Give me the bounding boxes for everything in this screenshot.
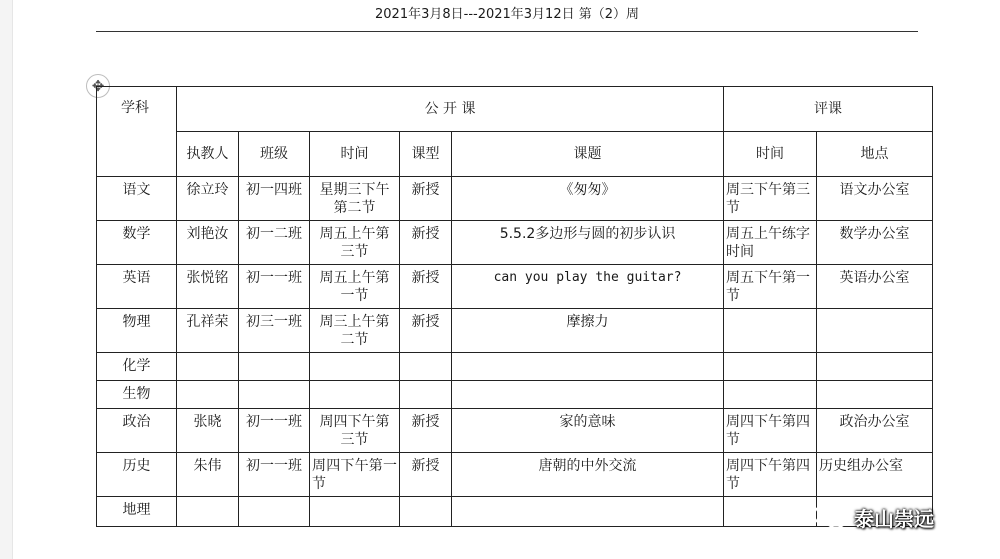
- teacher-cell: 张悦铭: [186, 270, 229, 286]
- header-divider: [96, 31, 918, 32]
- teacher-cell: [177, 381, 238, 385]
- time-cell: 周五上午第三节: [319, 226, 390, 260]
- type-cell: 新授: [411, 182, 440, 198]
- review-header: 评课: [814, 101, 843, 117]
- type-cell: 新授: [411, 226, 440, 242]
- class-cell: [239, 381, 309, 385]
- type-cell: 新授: [411, 314, 440, 330]
- table-row: [97, 453, 933, 497]
- topic-cell: 家的意味: [559, 414, 616, 430]
- class-cell: 初一一班: [246, 270, 302, 286]
- topic-column-header: 课题: [573, 146, 602, 162]
- table-row: [97, 221, 933, 265]
- subject-cell: 化学: [122, 358, 151, 374]
- subject-cell: 数学: [122, 226, 151, 242]
- class-cell: 初一一班: [246, 458, 302, 474]
- time-cell: 星期三下午第二节: [319, 182, 390, 216]
- subject-cell: 物理: [122, 314, 151, 330]
- teacher-cell: 孔祥荣: [186, 314, 229, 330]
- topic-cell: [452, 353, 723, 357]
- type-cell: 新授: [411, 270, 440, 286]
- teacher-cell: 朱伟: [193, 458, 222, 474]
- type-cell: 新授: [411, 458, 440, 474]
- class-cell: 初一一班: [246, 414, 302, 430]
- review-time-cell: 周四下午第四节: [726, 414, 811, 448]
- table-row: [97, 309, 933, 353]
- subject-cell: 英语: [122, 270, 151, 286]
- topic-cell: 《匆匆》: [559, 182, 616, 198]
- topic-cell: [452, 497, 723, 501]
- time-cell: 周四下午第一节: [312, 458, 397, 492]
- page-left-margin: [0, 0, 13, 559]
- table-move-handle-icon[interactable]: ✥: [86, 74, 110, 98]
- class-cell: 初一二班: [246, 226, 302, 242]
- review-time-cell: 周三下午第三节: [726, 182, 811, 216]
- table-row: [97, 177, 933, 221]
- week-date-range: 2021年3月8日---2021年3月12日 第（2）周: [375, 7, 639, 22]
- location-cell: [817, 381, 932, 385]
- column-header-cell: [400, 132, 452, 177]
- review-time-cell: [724, 497, 816, 501]
- class-cell: [239, 497, 309, 501]
- class-cell: 初一四班: [246, 182, 302, 198]
- teacher-column-header: 执教人: [186, 146, 229, 162]
- location-cell: 历史组办公室: [819, 458, 904, 474]
- topic-cell: [452, 381, 723, 385]
- column-header-cell: [310, 132, 400, 177]
- column-header-cell: [239, 132, 310, 177]
- subject-cell: 语文: [122, 182, 151, 198]
- column-header-cell: [724, 132, 817, 177]
- time-column-header: 时间: [340, 146, 369, 162]
- teacher-cell: 张晓: [193, 414, 222, 430]
- time-cell: 周三上午第二节: [319, 314, 390, 348]
- review-time-cell: 周五上午练字时间: [726, 226, 811, 260]
- time-cell: [310, 497, 399, 501]
- open-class-header-cell: [177, 87, 724, 132]
- subject-cell: 地理: [122, 502, 151, 518]
- time-cell: [310, 381, 399, 385]
- watermark-text: 泰山崇远: [854, 506, 934, 531]
- class-column-header: 班级: [260, 146, 288, 162]
- table-row: [97, 353, 933, 381]
- type-cell: [400, 497, 451, 501]
- subject-header: 学科: [121, 100, 149, 116]
- topic-cell: 唐朝的中外交流: [538, 458, 637, 474]
- table-row: [97, 497, 933, 527]
- teacher-cell: [177, 497, 238, 501]
- subject-cell: 生物: [122, 386, 151, 402]
- location-cell: 政治办公室: [839, 414, 910, 430]
- review-time-cell: [724, 353, 816, 357]
- class-cell: 初三一班: [246, 314, 302, 330]
- column-header-cell: [452, 132, 724, 177]
- table-row: [97, 409, 933, 453]
- subject-cell: 政治: [122, 414, 151, 430]
- location-cell: 英语办公室: [839, 270, 910, 286]
- wechat-icon: [812, 503, 848, 531]
- type-cell: 新授: [411, 414, 440, 430]
- location-cell: 数学办公室: [839, 226, 910, 242]
- review-time-cell: [724, 381, 816, 385]
- review-header-cell: [724, 87, 933, 132]
- location-cell: [817, 353, 932, 357]
- class-cell: [239, 353, 309, 357]
- teacher-cell: 徐立玲: [186, 182, 229, 198]
- watermark: [812, 500, 934, 534]
- review-time-column-header: 时间: [756, 146, 785, 162]
- time-cell: 周四下午第三节: [319, 414, 390, 448]
- header-row-1: [97, 87, 933, 132]
- header-row-2: [97, 132, 933, 177]
- table-row: [97, 265, 933, 309]
- open-class-header: 公 开 课: [424, 101, 476, 117]
- time-cell: 周五上午第一节: [319, 270, 390, 304]
- location-cell: 语文办公室: [839, 182, 910, 198]
- topic-cell: can you play the guitar?: [493, 270, 682, 285]
- subject-header-cell: [97, 87, 177, 177]
- type-cell: [400, 353, 451, 357]
- topic-cell: 摩擦力: [566, 314, 609, 330]
- table-row: [97, 381, 933, 409]
- time-cell: [310, 353, 399, 357]
- review-time-cell: 周四下午第四节: [726, 458, 811, 492]
- type-column-header: 课型: [411, 146, 440, 162]
- column-header-cell: [817, 132, 933, 177]
- location-cell: [817, 309, 932, 313]
- topic-cell: 5.5.2多边形与圆的初步认识: [499, 226, 676, 242]
- location-column-header: 地点: [860, 146, 889, 162]
- column-header-cell: [177, 132, 239, 177]
- type-cell: [400, 381, 451, 385]
- review-time-cell: [724, 309, 816, 313]
- review-time-cell: 周五下午第一节: [726, 270, 811, 304]
- open-class-schedule-table: [96, 86, 933, 527]
- teacher-cell: 刘艳汝: [186, 226, 229, 242]
- subject-cell: 历史: [122, 458, 151, 474]
- teacher-cell: [177, 353, 238, 357]
